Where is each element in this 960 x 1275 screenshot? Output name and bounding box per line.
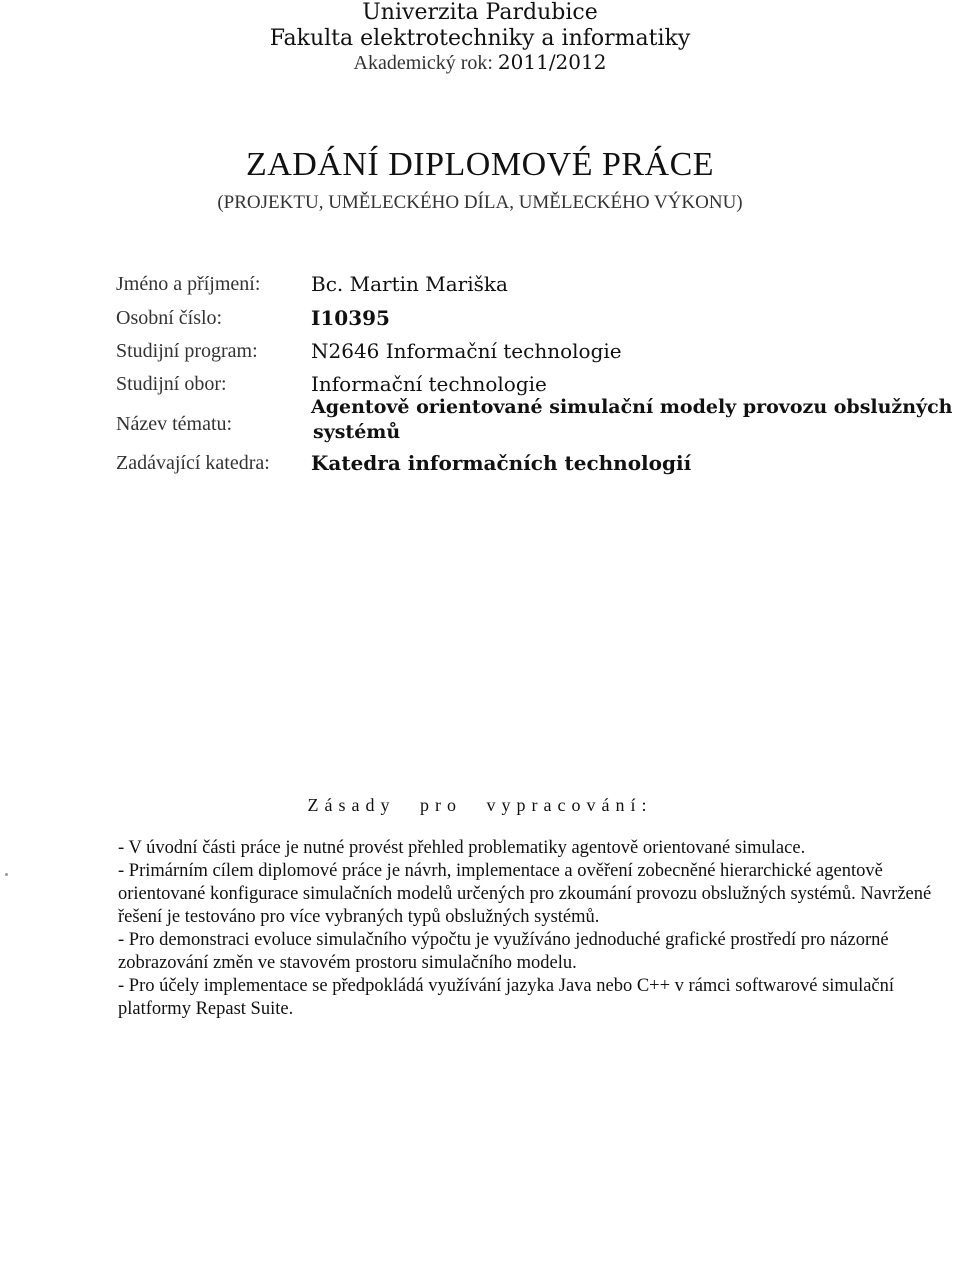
student-number-label: Osobní číslo: <box>116 307 223 329</box>
faculty-name: Fakulta elektrotechniky a informatiky <box>269 26 691 51</box>
principle-item: - Pro demonstraci evoluce simulačního výpočtu je využíváno jednoduché grafické prostředí pro názorné zobrazování změn ve stavovém prostoru simulačního modelu. <box>118 930 889 973</box>
study-field-value: Informační technologie <box>311 372 547 396</box>
principle-item: - V úvodní části práce je nutné provést přehled problematiky agentově orientované simulace. <box>118 838 806 858</box>
topic-title-value-line1: Agentově orientované simulační modely provozu obslužných <box>311 396 953 418</box>
name-value: Bc. Martin Mariška <box>311 272 508 296</box>
page-title: ZADÁNÍ DIPLOMOVÉ PRÁCE <box>245 146 715 183</box>
principle-item: - Pro účely implementace se předpokládá využívání jazyka Java nebo C++ v rámci softwarové simulační platformy Repast Suite. <box>118 976 895 1019</box>
academic-year-value: 2011/2012 <box>497 50 607 74</box>
study-field-label: Studijní obor: <box>116 373 227 395</box>
student-number-value: I10395 <box>311 306 390 330</box>
university-name: Univerzita Pardubice <box>362 0 598 25</box>
study-program-label: Studijní program: <box>116 340 258 362</box>
study-program-value: N2646 Informační technologie <box>311 339 622 363</box>
name-label: Jméno a příjmení: <box>116 273 261 295</box>
scan-speck <box>5 873 8 876</box>
academic-year <box>0 50 960 75</box>
topic-title-label: Název tématu: <box>116 413 233 435</box>
principle-item: - Primárním cílem diplomové práce je návrh, implementace a ověření zobecněné hierarchické agentově orientované konfigurace simulačních modelů určených pro zkoumání provozu obslužných systémů. Navržené řešení je testováno pro více vybraných typů obslužných systémů. <box>118 861 932 927</box>
department-value: Katedra informačních technologií <box>311 451 692 475</box>
academic-year-label: Akademický rok: <box>353 52 498 74</box>
page-subtitle: (PROJEKTU, UMĚLECKÉHO DÍLA, UMĚLECKÉHO VÝKONU) <box>217 192 743 213</box>
principles-list <box>118 837 960 1021</box>
department-label: Zadávající katedra: <box>116 452 270 474</box>
principles-heading: Zásady pro vypracování: <box>307 795 653 815</box>
topic-title-value-line2: systémů <box>313 421 401 443</box>
